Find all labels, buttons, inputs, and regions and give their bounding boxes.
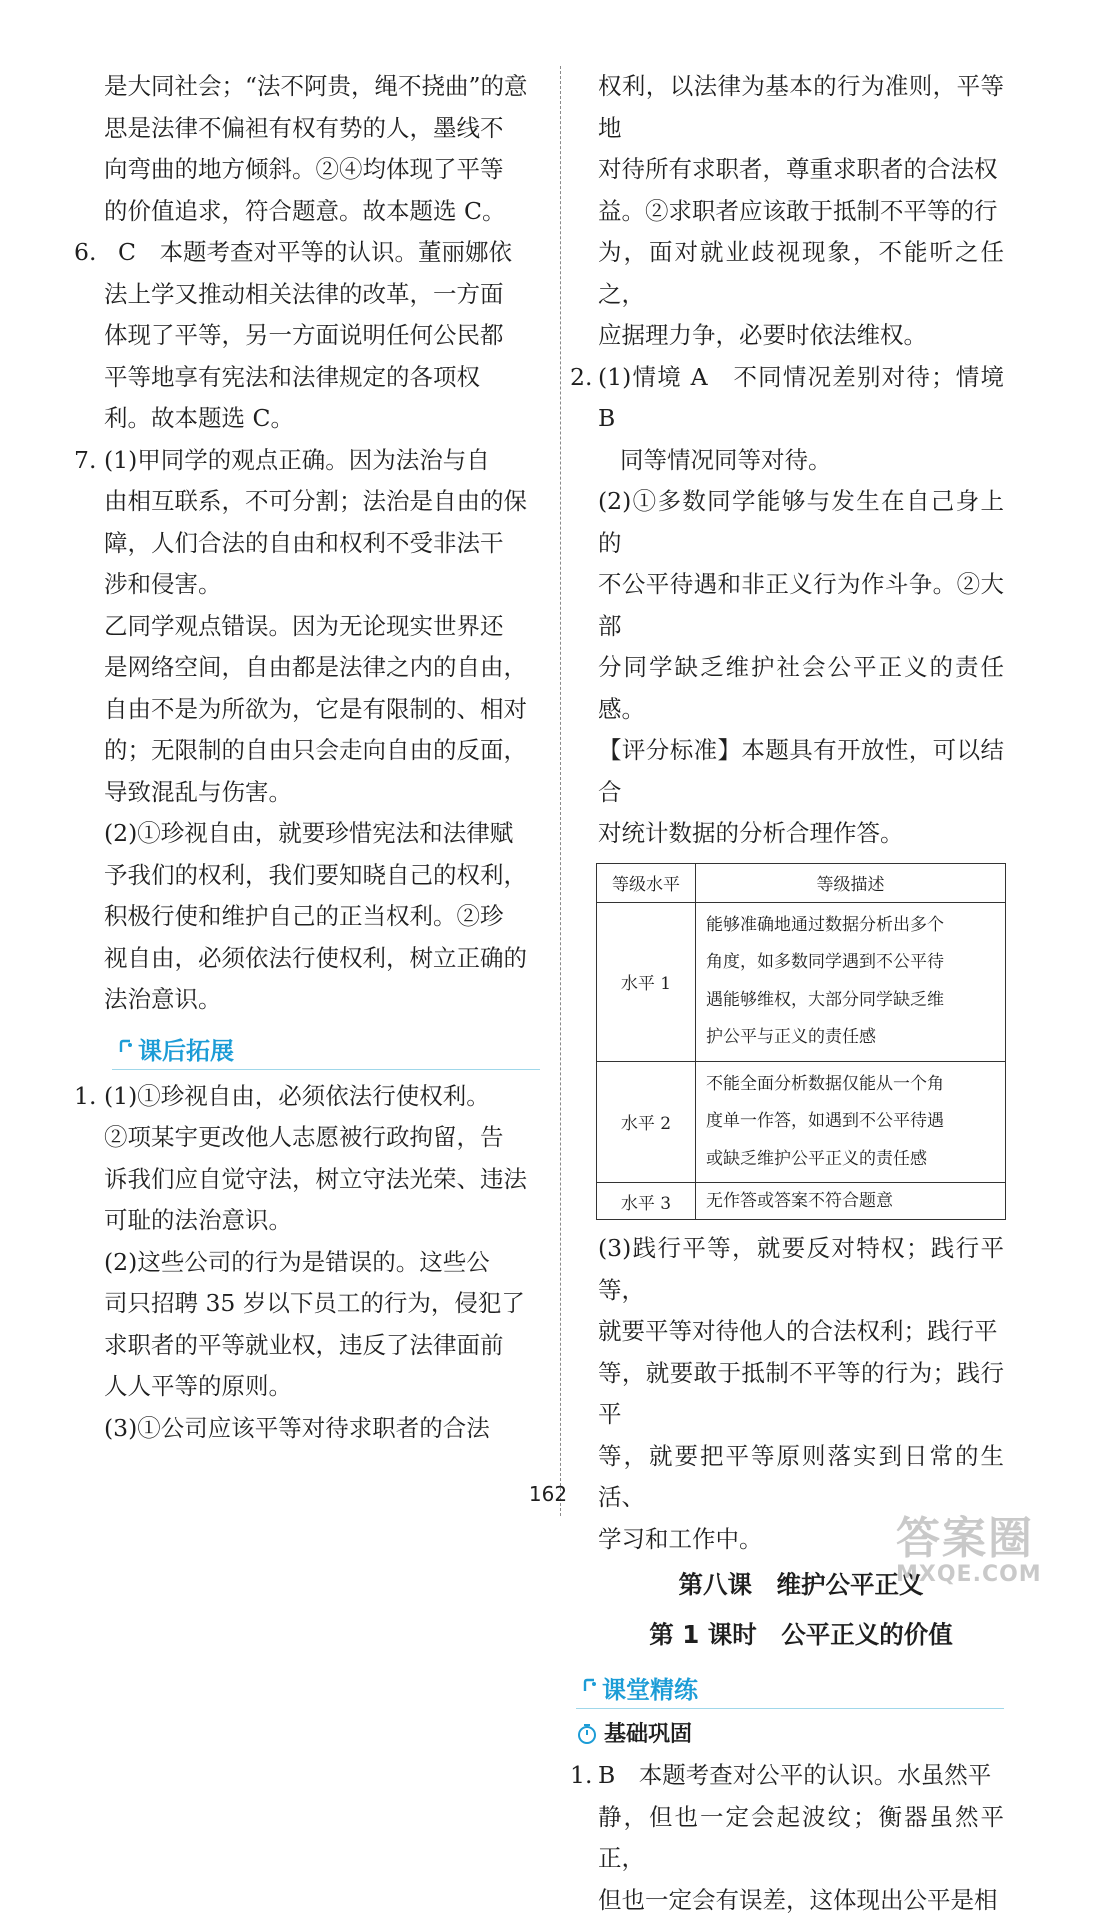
section-heading-practice [576,1668,1004,1709]
lesson-title: 第八课 维护公平正义 [598,1560,1004,1610]
table-cell-level: 水平 3 [597,1183,696,1220]
text-line: 的价值追求，符合题意。故本题选 C。 [104,191,540,233]
text-line: (1)甲同学的观点正确。因为法治与自 [104,440,540,482]
text-line: ②项某宇更改他人志愿被行政拘留，告 [104,1117,540,1159]
text-line: 是网络空间，自由都是法律之内的自由， [104,647,540,689]
table-cell-level: 水平 2 [597,1061,696,1183]
period-title: 第 1 课时 公平正义的价值 [598,1610,1004,1660]
text-line: 由相互联系，不可分割；法治是自由的保 [104,481,540,523]
text-line: 对待所有求职者，尊重求职者的合法权 [598,149,1004,191]
text-line: 司只招聘 35 岁以下员工的行为，侵犯了 [104,1283,540,1325]
answer-number: 7. [74,440,96,482]
text-line: B 本题考查对公平的认识。水虽然平 [598,1755,1004,1797]
text-line: 权利，以法律为基本的行为准则，平等地 [598,66,1004,149]
table-header: 等级水平 [597,863,696,902]
answer-number: 1. [74,1076,96,1118]
timer-icon [576,1723,598,1745]
text-line: 体现了平等，另一方面说明任何公民都 [104,315,540,357]
text-line: 同等情况同等对待。 [598,440,1004,482]
watermark-url: MXQE.COM [896,1562,1086,1587]
answer-6 [104,232,540,440]
section-title: 课堂精练 [602,1670,698,1705]
text-line: 乙同学观点错误。因为无论现实世界还 [104,606,540,648]
answer-number: 6. [74,232,96,274]
description-line: 或缺乏维护公平正义的责任感 [706,1141,995,1179]
extension-answer-1 [104,1076,540,1450]
text-line: (3)践行平等，就要反对特权；践行平等， [598,1228,1004,1311]
text-line: 分同学缺乏维护社会公平正义的责任感。 [598,647,1004,730]
section-heading-extension [112,1029,540,1070]
text-line: 思是法律不偏袒有权有势的人，墨线不 [104,108,540,150]
description-line: 度单一作答，如遇到不公平待遇 [706,1103,995,1141]
watermark-logo [896,1502,1086,1592]
text-line: 为，面对就业歧视现象，不能听之任之， [598,232,1004,315]
left-column [104,66,540,1449]
text-line: 法治意识。 [104,979,540,1021]
section-marker-icon [118,1039,134,1055]
grading-table [596,863,1006,1221]
text-line: 就要平等对待他人的合法权利；践行平 [598,1311,1004,1353]
watermark-text: 答案圈 [896,1502,1086,1566]
text-line: 是大同社会；“法不阿贵，绳不挠曲”的意 [104,66,540,108]
table-header-row [597,863,1006,902]
table-header: 等级描述 [696,863,1006,902]
text-line: 等，就要把平等原则落实到日常的生活、 [598,1436,1004,1519]
description-line: 角度，如多数同学遇到不公平待 [706,944,995,982]
text-line: 导致混乱与伤害。 [104,772,540,814]
right-column [598,66,1004,1921]
section-title: 课后拓展 [138,1031,234,1066]
answer-number: 1. [570,1755,592,1797]
extension-answer-2 [598,357,1004,1561]
text-line: 静，但也一定会起波纹；衡器虽然平正， [598,1797,1004,1880]
right-intro-text [598,66,1004,357]
section-marker-icon [582,1678,598,1694]
text-line: 对统计数据的分析合理作答。 [598,813,1004,855]
text-line: 法上学又推动相关法律的改革，一方面 [104,274,540,316]
text-line: 学习和工作中。 [598,1519,1004,1561]
text-line: 自由不是为所欲为，它是有限制的、相对 [104,689,540,731]
text-line: 涉和侵害。 [104,564,540,606]
text-line: 平等地享有宪法和法律规定的各项权 [104,357,540,399]
table-cell-level: 水平 1 [597,902,696,1061]
left-intro-text [104,66,540,232]
text-line: (2)①珍视自由，就要珍惜宪法和法律赋 [104,813,540,855]
description-line: 遇能够维权，大部分同学缺乏维 [706,982,995,1020]
text-line: (2)这些公司的行为是错误的。这些公 [104,1242,540,1284]
text-line: 可耻的法治意识。 [104,1200,540,1242]
answer-number: 2. [570,357,592,399]
answer-7 [104,440,540,1021]
description-line: 能够准确地通过数据分析出多个 [706,907,995,945]
column-divider [560,66,561,1516]
text-line: C 本题考查对平等的认识。董丽娜依 [118,232,540,274]
text-line: 诉我们应自觉守法，树立守法光荣、违法 [104,1159,540,1201]
description-line: 无作答或答案不符合题意 [706,1187,995,1215]
table-cell-description [696,1183,1006,1220]
text-line: 等，就要敢于抵制不平等的行为；践行平 [598,1353,1004,1436]
subsection-heading [576,1715,1004,1755]
text-line: 视自由，必须依法行使权利，树立正确的 [104,938,540,980]
text-line: 但也一定会有误差，这体现出公平是相 [598,1880,1004,1921]
practice-answer-1 [598,1755,1004,1921]
text-line: 障，人们合法的自由和权利不受非法干 [104,523,540,565]
text-line: 予我们的权利，我们要知晓自己的权利， [104,855,540,897]
table-cell-description [696,902,1006,1061]
text-line: (2)①多数同学能够与发生在自己身上的 [598,481,1004,564]
text-line: 向弯曲的地方倾斜。②④均体现了平等 [104,149,540,191]
text-line: 益。②求职者应该敢于抵制不平等的行 [598,191,1004,233]
text-line: 应据理力争，必要时依法维权。 [598,315,1004,357]
text-line: (1)情境 A 不同情况差别对待；情境 B [598,357,1004,440]
subsection-title: 基础巩固 [604,1717,692,1748]
text-line: 利。故本题选 C。 [104,398,540,440]
description-line: 护公平与正义的责任感 [706,1019,995,1057]
description-line: 不能全面分析数据仅能从一个角 [706,1066,995,1104]
text-line: (1)①珍视自由，必须依法行使权利。 [104,1076,540,1118]
text-line: 的；无限制的自由只会走向自由的反面， [104,730,540,772]
table-row [597,902,1006,1061]
text-line: 积极行使和维护自己的正当权利。②珍 [104,896,540,938]
table-row [597,1183,1006,1220]
text-line: 求职者的平等就业权，违反了法律面前 [104,1325,540,1367]
text-line: (3)①公司应该平等对待求职者的合法 [104,1408,540,1450]
page-number: 162 [0,1482,1096,1506]
table-cell-description [696,1061,1006,1183]
text-line: 人人平等的原则。 [104,1366,540,1408]
table-row [597,1061,1006,1183]
text-line: 【评分标准】本题具有开放性，可以结合 [598,730,1004,813]
text-line: 不公平待遇和非正义行为作斗争。②大部 [598,564,1004,647]
